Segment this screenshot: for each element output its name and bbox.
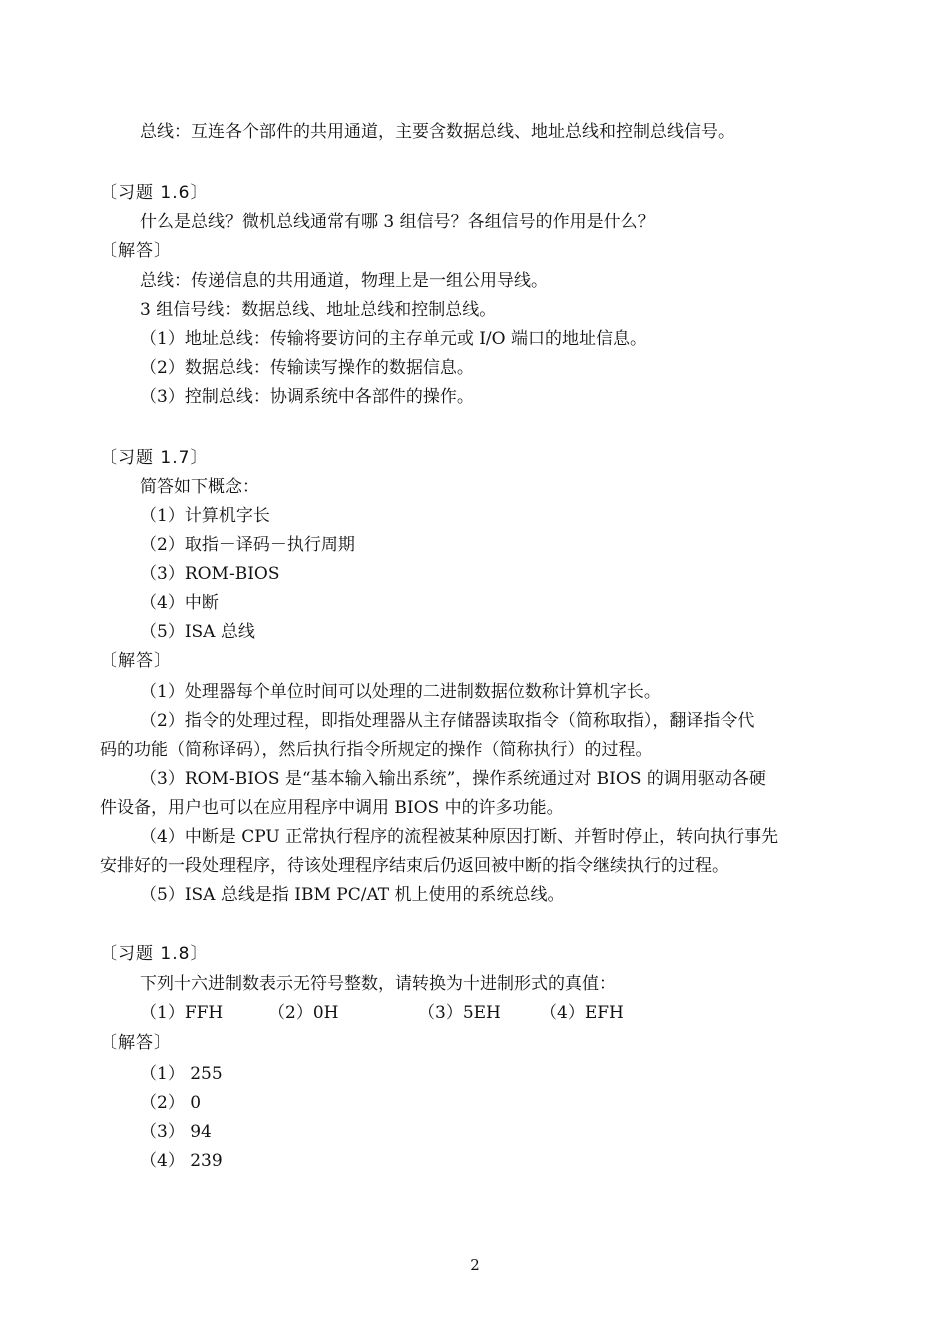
exercise-1-7-answer-5: （5）ISA 总线是指 IBM PC/AT 机上使用的系统总线。 (140, 885, 565, 905)
exercise-1-6-answer-label: 〔解答〕 (100, 241, 172, 261)
exercise-1-6-question: 什么是总线？微机总线通常有哪 3 组信号？各组信号的作用是什么？ (140, 212, 655, 232)
exercise-1-7-answer-3-line-2: 件设备，用户也可以在应用程序中调用 BIOS 中的许多功能。 (100, 798, 564, 818)
exercise-1-6-answer-line: 总线：传递信息的共用通道，物理上是一组公用导线。 (140, 271, 548, 291)
exercise-1-7-answer-2-line-2: 码的功能（简称译码），然后执行指令所规定的操作（简称执行）的过程。 (100, 740, 653, 760)
exercise-1-8-question: 下列十六进制数表示无符号整数，请转换为十进制形式的真值： (140, 974, 616, 994)
exercise-1-7-item: （5）ISA 总线 (140, 622, 255, 642)
exercise-1-6-answer-line: 3 组信号线：数据总线、地址总线和控制总线。 (140, 300, 497, 320)
exercise-1-6-answer-line: （2）数据总线：传输读写操作的数据信息。 (140, 358, 474, 378)
exercise-1-8-option: （4）EFH (540, 1003, 624, 1023)
page-number: 2 (470, 1256, 480, 1274)
exercise-1-7-answer-label: 〔解答〕 (100, 651, 172, 671)
exercise-1-7-item: （4）中断 (140, 593, 219, 613)
exercise-1-8-option: （1）FFH (140, 1003, 224, 1023)
exercise-1-7-question: 简答如下概念： (140, 477, 259, 497)
exercise-1-7-title: 〔习题 1.7〕 (100, 448, 209, 468)
exercise-1-8-answer: （4） 239 (140, 1151, 223, 1171)
exercise-1-7-item: （3）ROM-BIOS (140, 564, 280, 584)
exercise-1-8-answer-label: 〔解答〕 (100, 1033, 172, 1053)
exercise-1-6-answer-line: （1）地址总线：传输将要访问的主存单元或 I/O 端口的地址信息。 (140, 329, 648, 349)
exercise-1-7-answer-4-line-1: （4）中断是 CPU 正常执行程序的流程被某种原因打断、并暂时停止，转向执行事先 (140, 827, 779, 847)
exercise-1-7-item: （2）取指－译码－执行周期 (140, 535, 355, 555)
exercise-1-8-option: （2）0H (268, 1003, 339, 1023)
exercise-1-8-answer: （1） 255 (140, 1064, 223, 1084)
exercise-1-7-answer-2-line-1: （2）指令的处理过程，即指处理器从主存储器读取指令（简称取指），翻译指令代 (140, 711, 755, 731)
exercise-1-7-item: （1）计算机字长 (140, 506, 270, 526)
exercise-1-7-answer-3-line-1: （3）ROM-BIOS 是“基本输入输出系统”，操作系统通过对 BIOS 的调用驱动各硬 (140, 769, 766, 789)
exercise-1-6-title: 〔习题 1.6〕 (100, 183, 209, 203)
bus-definition: 总线：互连各个部件的共用通道，主要含数据总线、地址总线和控制总线信号。 (140, 122, 735, 142)
exercise-1-7-answer-1: （1）处理器每个单位时间可以处理的二进制数据位数称计算机字长。 (140, 682, 661, 702)
exercise-1-8-options (0, 1002, 950, 1024)
exercise-1-6-answer-line: （3）控制总线：协调系统中各部件的操作。 (140, 387, 474, 407)
exercise-1-8-title: 〔习题 1.8〕 (100, 944, 209, 964)
exercise-1-8-answer: （2） 0 (140, 1093, 202, 1113)
exercise-1-7-answer-4-line-2: 安排好的一段处理程序，待该处理程序结束后仍返回被中断的指令继续执行的过程。 (100, 856, 729, 876)
exercise-1-8-option: （3）5EH (418, 1003, 501, 1023)
exercise-1-8-answer: （3） 94 (140, 1122, 212, 1142)
